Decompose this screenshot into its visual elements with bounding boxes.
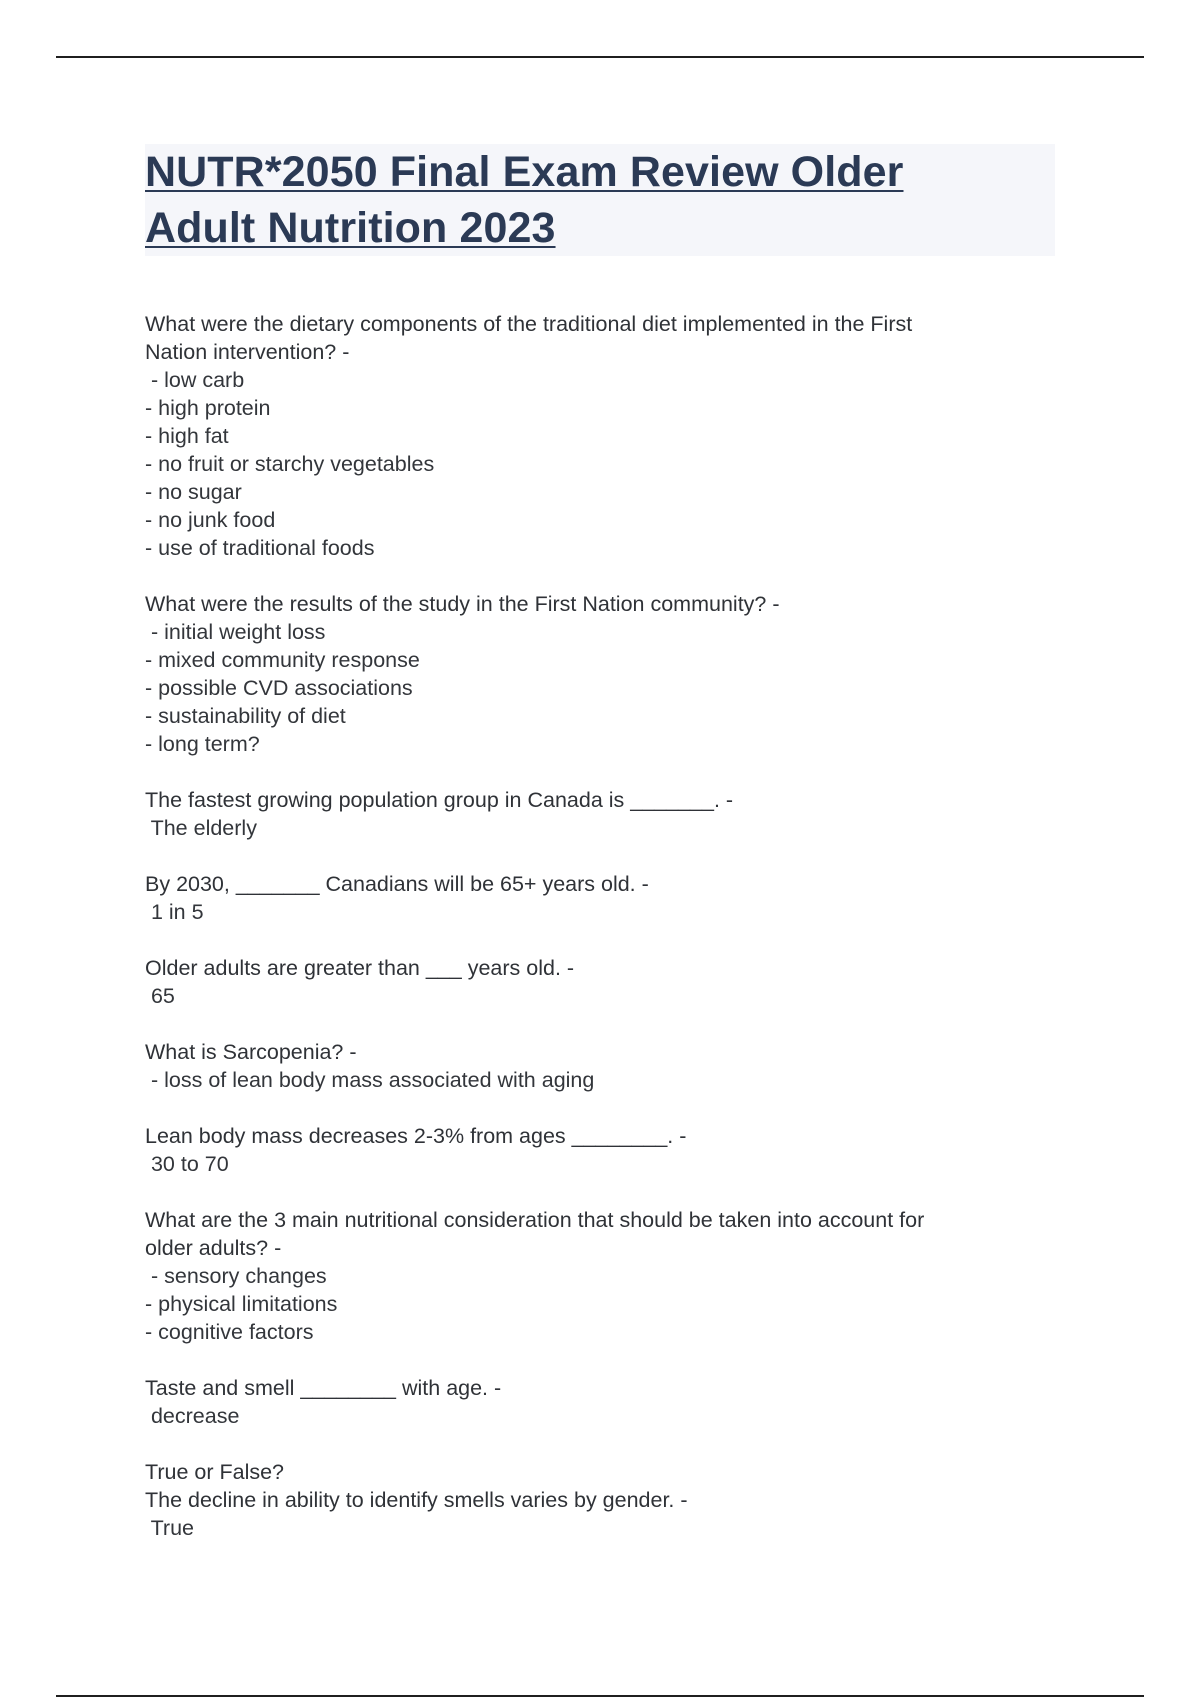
question-line: True or False? — [145, 1460, 285, 1484]
question-line: Lean body mass decreases 2-3% from ages ________. - — [145, 1124, 687, 1148]
answer-line: - high protein — [145, 396, 271, 420]
answer-line: - possible CVD associations — [145, 676, 413, 700]
document-body — [145, 144, 1055, 1570]
answer-line: decrease — [145, 1404, 240, 1428]
qa-list — [145, 310, 1055, 1542]
page-top-rule — [56, 56, 1144, 58]
answer-line: 65 — [145, 984, 175, 1008]
answer-line: - sensory changes — [145, 1264, 327, 1288]
qa-item — [145, 1458, 1055, 1542]
answer-line: 1 in 5 — [145, 900, 204, 924]
question-line: Nation intervention? - — [145, 340, 350, 364]
qa-item — [145, 1038, 1055, 1094]
qa-item — [145, 1122, 1055, 1178]
answer-line: - high fat — [145, 424, 229, 448]
qa-item — [145, 954, 1055, 1010]
answer-line: - long term? — [145, 732, 260, 756]
qa-item — [145, 1374, 1055, 1430]
answer-line: - cognitive factors — [145, 1320, 314, 1344]
document-title — [145, 144, 1055, 256]
qa-item — [145, 310, 1055, 562]
question-line: What were the dietary components of the traditional diet implemented in the First — [145, 312, 913, 336]
answer-line: - no fruit or starchy vegetables — [145, 452, 435, 476]
question-line: By 2030, _______ Canadians will be 65+ years old. - — [145, 872, 649, 896]
title-line-1: NUTR*2050 Final Exam Review Older — [145, 148, 904, 196]
question-line: The decline in ability to identify smells varies by gender. - — [145, 1488, 688, 1512]
answer-line: The elderly — [145, 816, 257, 840]
answer-line: - no sugar — [145, 480, 242, 504]
answer-line: - low carb — [145, 368, 245, 392]
answer-line: - mixed community response — [145, 648, 420, 672]
answer-line: True — [145, 1516, 194, 1540]
question-line: Older adults are greater than ___ years old. - — [145, 956, 575, 980]
answer-line: 30 to 70 — [145, 1152, 229, 1176]
answer-line: - use of traditional foods — [145, 536, 375, 560]
qa-item — [145, 1206, 1055, 1346]
answer-line: - no junk food — [145, 508, 276, 532]
page-bottom-rule — [56, 1695, 1144, 1697]
answer-line: - sustainability of diet — [145, 704, 346, 728]
question-line: The fastest growing population group in Canada is _______. - — [145, 788, 734, 812]
answer-line: - physical limitations — [145, 1292, 338, 1316]
question-line: What are the 3 main nutritional consideration that should be taken into account for — [145, 1208, 925, 1232]
question-line: What were the results of the study in the First Nation community? - — [145, 592, 780, 616]
question-line: Taste and smell ________ with age. - — [145, 1376, 502, 1400]
title-line-2: Adult Nutrition 2023 — [145, 204, 556, 252]
qa-item — [145, 870, 1055, 926]
qa-item — [145, 786, 1055, 842]
answer-line: - loss of lean body mass associated with aging — [145, 1068, 595, 1092]
question-line: What is Sarcopenia? - — [145, 1040, 357, 1064]
answer-line: - initial weight loss — [145, 620, 326, 644]
question-line: older adults? - — [145, 1236, 282, 1260]
qa-item — [145, 590, 1055, 758]
